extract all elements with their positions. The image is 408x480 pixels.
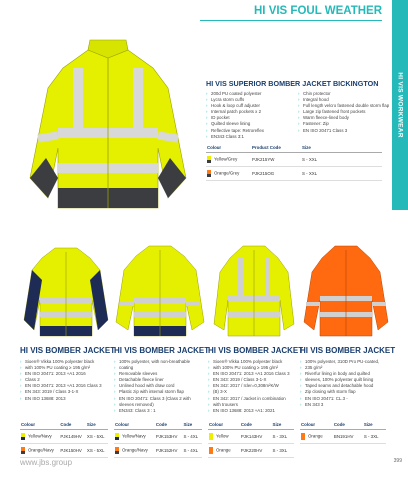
table-row bbox=[114, 444, 202, 458]
product-table bbox=[20, 420, 108, 458]
colour-swatch bbox=[209, 447, 213, 454]
product-features bbox=[300, 359, 379, 408]
feature-item: › Integral hood bbox=[298, 97, 389, 103]
footer-url[interactable]: www.jbs.group bbox=[20, 458, 73, 467]
col-code: Code bbox=[333, 420, 363, 430]
main-features-right bbox=[298, 91, 389, 134]
colour-swatch bbox=[207, 170, 211, 177]
feature-item: › Removable sleeves bbox=[114, 371, 191, 377]
product-features bbox=[114, 359, 191, 414]
feature-item: › EN ISO 13688: 2013 bbox=[20, 396, 102, 402]
colour-name: Yellow/Navy bbox=[122, 433, 146, 439]
table-row bbox=[206, 153, 382, 167]
feature-item: › 235 g/m² bbox=[300, 365, 379, 371]
product-title: HI VIS BOMBER JACKET bbox=[20, 346, 116, 355]
feature-item: › Sioen® Vikka 100% polyester black bbox=[20, 359, 102, 365]
col-colour: Colour bbox=[114, 420, 155, 430]
colour-cell bbox=[300, 430, 333, 444]
page-number: 399 bbox=[393, 458, 402, 464]
size-cell: S - 3XL bbox=[363, 430, 386, 444]
feature-item: › EN343 Class 3:1 bbox=[206, 134, 264, 140]
code-cell: PJK150HV bbox=[59, 444, 86, 458]
feature-item: › Lycra storm cuffs bbox=[206, 97, 264, 103]
feature-item: › EN343: Class 3 : 1 bbox=[114, 408, 191, 414]
section-tab-label: HI VIS WORKWEAR bbox=[396, 72, 404, 138]
size-cell: S - 4XL bbox=[182, 444, 202, 458]
section-tab bbox=[392, 0, 408, 210]
main-product-table bbox=[206, 143, 382, 181]
feature-item: › EN 343: 2019 / Class 3-1-X bbox=[208, 377, 290, 383]
product-features bbox=[20, 359, 102, 402]
col-colour: Colour bbox=[300, 420, 333, 430]
col-size: Size bbox=[86, 420, 108, 430]
product-table bbox=[114, 420, 202, 458]
feature-item: › EN ISO 20471: Class 3 (Class 2 with bbox=[114, 396, 191, 402]
colour-swatch bbox=[301, 433, 305, 440]
feature-item: › Warm fleece-lined body bbox=[298, 115, 389, 121]
colour-name: Orange/Navy bbox=[28, 447, 54, 453]
feature-item: › EN 342: 2017 / Icler=0,308m²K/W bbox=[208, 383, 290, 389]
feature-item: › with 100% PU coating ≥ 195 g/m² bbox=[20, 365, 102, 371]
feature-item: › coating bbox=[114, 365, 191, 371]
col-colour: Colour bbox=[206, 143, 251, 153]
colour-cell bbox=[206, 153, 251, 167]
table-row bbox=[208, 430, 294, 444]
colour-cell bbox=[206, 167, 251, 181]
table-row bbox=[20, 444, 108, 458]
col-code: Product Code bbox=[251, 143, 301, 153]
main-product-title: HI VIS SUPERIOR BOMBER JACKET BICKINGTON bbox=[206, 79, 379, 88]
table-row bbox=[20, 430, 108, 444]
jacket-photo-1 bbox=[20, 240, 112, 340]
col-code: Code bbox=[240, 420, 272, 430]
product-features bbox=[208, 359, 290, 414]
feature-item: › with 100% PU coating ≥ 195 g/m² bbox=[208, 365, 290, 371]
feature-item: › Unlined hood with draw cord bbox=[114, 383, 191, 389]
feature-item: › sleeves, 100% polyester quilt lining bbox=[300, 377, 379, 383]
col-colour: Colour bbox=[20, 420, 59, 430]
colour-cell bbox=[20, 430, 59, 444]
colour-cell bbox=[114, 444, 155, 458]
code-cell: PJK149HV bbox=[59, 430, 86, 444]
jacket-photo-3 bbox=[208, 240, 300, 340]
colour-name: Orange bbox=[308, 433, 323, 439]
colour-swatch bbox=[115, 433, 119, 440]
feature-item: › Reflective tape: Retroreflex bbox=[206, 128, 264, 134]
feature-item: › Hook & loop cuff adjuster bbox=[206, 103, 264, 109]
code-cell: PJK143HV bbox=[240, 430, 272, 444]
feature-item: › Detachable fleece liner bbox=[114, 377, 191, 383]
page-title: HI VIS FOUL WEATHER bbox=[254, 5, 382, 17]
size-cell: XS - 5XL bbox=[86, 430, 108, 444]
code-cell: PJK220HV bbox=[240, 444, 272, 458]
size-cell: S - 3XL bbox=[272, 430, 294, 444]
main-jacket-photo bbox=[18, 28, 198, 218]
colour-swatch bbox=[115, 447, 119, 454]
feature-item: › EN ISO 20471: CL.3 - bbox=[300, 396, 379, 402]
feature-item: › 100% polyester, 310D Pro PU-coated, bbox=[300, 359, 379, 365]
product-title: HI VIS BOMBER JACKET bbox=[208, 346, 304, 355]
feature-item: › Chin protector bbox=[298, 91, 389, 97]
code-cell: PJK215YW bbox=[251, 153, 301, 167]
feature-item: › ID pocket bbox=[206, 115, 264, 121]
colour-swatch bbox=[207, 156, 211, 163]
feature-item: › EN ISO 13688: 2013 +A1: 2021 bbox=[208, 408, 290, 414]
size-cell: S - 4XL bbox=[182, 430, 202, 444]
feature-item: › (B) 3-X bbox=[208, 389, 290, 395]
colour-cell bbox=[208, 444, 240, 458]
colour-name: Orange/Navy bbox=[122, 447, 148, 453]
feature-item: › EN 342: 2017 / Jacket in combination bbox=[208, 396, 290, 402]
product-table bbox=[208, 420, 294, 458]
feature-item: › Full length velcro fastened double storm flap bbox=[298, 103, 389, 109]
feature-item: › EN ISO 20471 Class 3 bbox=[298, 128, 389, 134]
code-cell: PJK152HV bbox=[155, 444, 183, 458]
feature-item: › sleeves removed) bbox=[114, 402, 191, 408]
size-cell: S - XXL bbox=[301, 167, 382, 181]
size-cell: XS - 5XL bbox=[86, 444, 108, 458]
colour-swatch bbox=[21, 433, 25, 440]
table-row bbox=[208, 444, 294, 458]
code-cell: PJK153HV bbox=[155, 430, 183, 444]
feature-item: › EN 343: 2019 / Class 3-1-X bbox=[20, 389, 102, 395]
code-cell: BN191HV bbox=[333, 430, 363, 444]
col-size: Size bbox=[363, 420, 386, 430]
feature-item: › Class 2 bbox=[20, 377, 102, 383]
colour-swatch bbox=[21, 447, 25, 454]
table-row bbox=[300, 430, 386, 444]
col-size: Size bbox=[182, 420, 202, 430]
header-rule bbox=[200, 20, 382, 21]
feature-item: › 200d PU coated polyester bbox=[206, 91, 264, 97]
code-cell: PJK215OG bbox=[251, 167, 301, 181]
table-row bbox=[114, 430, 202, 444]
feature-item: › 100% polyester, with non-breathable bbox=[114, 359, 191, 365]
colour-name: Orange/Grey bbox=[214, 170, 240, 176]
colour-swatch bbox=[209, 433, 213, 440]
table-row bbox=[206, 167, 382, 181]
feature-item: › Large zip fastened front pockets bbox=[298, 109, 389, 115]
colour-name: Yellow bbox=[216, 433, 229, 439]
feature-item: › Taped seams and detachable hood bbox=[300, 383, 379, 389]
col-size: Size bbox=[272, 420, 294, 430]
feature-item: › EN ISO 20471: 2013 +A1 2016 Class 3 bbox=[208, 371, 290, 377]
jacket-photo-2 bbox=[114, 240, 206, 340]
feature-item: › Plastic zip with internal storm flap bbox=[114, 389, 191, 395]
size-cell: S - XXL bbox=[301, 153, 382, 167]
col-code: Code bbox=[59, 420, 86, 430]
feature-item: › Fastener: Zip bbox=[298, 121, 389, 127]
main-features-left bbox=[206, 91, 264, 140]
col-size: Size bbox=[301, 143, 382, 153]
product-table bbox=[300, 420, 386, 444]
size-cell: S - 3XL bbox=[272, 444, 294, 458]
feature-item: › Riverfur lining in body and quilted bbox=[300, 371, 379, 377]
colour-name: Yellow/Grey bbox=[214, 156, 238, 162]
col-colour: Colour bbox=[208, 420, 240, 430]
colour-name: Yellow/Navy bbox=[28, 433, 52, 439]
feature-item: › Quilted sleeve lining bbox=[206, 121, 264, 127]
feature-item: › Internal patch pockets x 2 bbox=[206, 109, 264, 115]
colour-name: Orange bbox=[216, 447, 231, 453]
product-title: HI VIS BOMBER JACKET bbox=[300, 346, 396, 355]
feature-item: › Zip closing with storm flap bbox=[300, 389, 379, 395]
product-title: HI VIS BOMBER JACKET bbox=[114, 346, 210, 355]
feature-item: › with trousers bbox=[208, 402, 290, 408]
colour-cell bbox=[114, 430, 155, 444]
col-code: Code bbox=[155, 420, 183, 430]
feature-item: › EN ISO 20471: 2013 +A1 2016 bbox=[20, 371, 102, 377]
colour-cell bbox=[208, 430, 240, 444]
feature-item: › EN ISO 20471: 2013 +A1 2016 Class 3 bbox=[20, 383, 102, 389]
feature-item: › Sioen® Vikka 100% polyester black bbox=[208, 359, 290, 365]
jacket-photo-4 bbox=[300, 240, 392, 340]
feature-item: › EN 343 3 bbox=[300, 402, 379, 408]
colour-cell bbox=[20, 444, 59, 458]
